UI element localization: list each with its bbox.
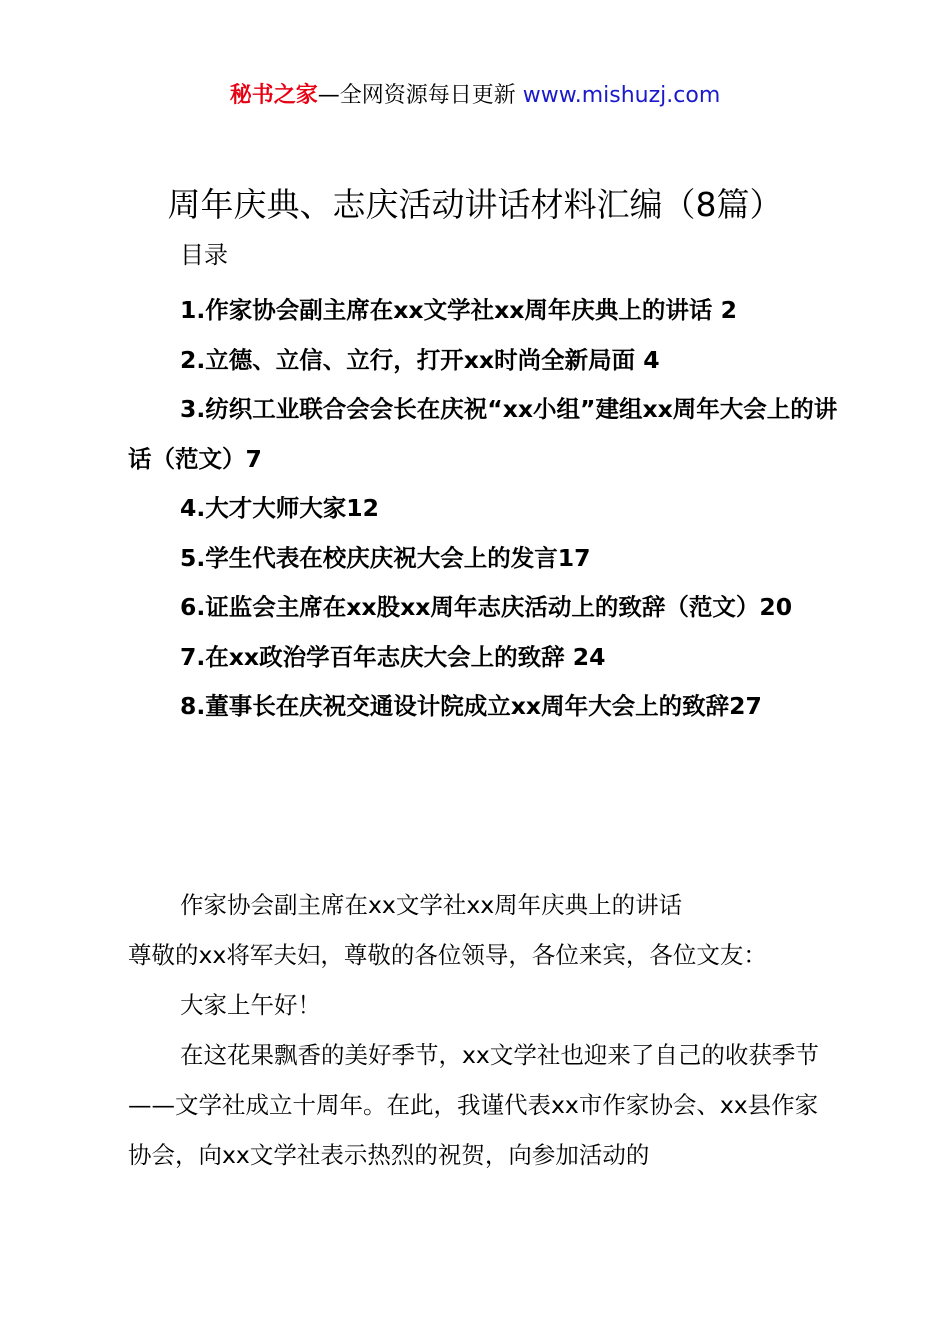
document-title: 周年庆典、志庆活动讲话材料汇编（8篇）	[167, 185, 783, 224]
site-url-link[interactable]: www.mishuzj.com	[522, 83, 721, 108]
salutation: 尊敬的xx将军夫妇，尊敬的各位领导，各位来宾，各位文友：	[128, 941, 767, 969]
toc-item[interactable]: 5.学生代表在校庆庆祝大会上的发言17	[180, 543, 591, 572]
site-tagline: —全网资源每日更新	[317, 83, 516, 108]
body-paragraph: 在这花果飘香的美好季节，xx文学社也迎来了自己的收获季节——文学社成立十周年。在此，我谨代表xx市作家协会、xx县作家协会，向xx文学社表示热烈的祝贺，向参加活动的	[128, 1041, 819, 1169]
toc-item[interactable]: 4.大才大师大家12	[180, 494, 379, 522]
toc-item[interactable]: 8.董事长在庆祝交通设计院成立xx周年大会上的致辞27	[180, 692, 762, 720]
toc-item[interactable]: 7.在xx政治学百年志庆大会上的致辞 24	[180, 642, 606, 671]
site-brand: 秘书之家	[229, 83, 318, 108]
toc-item[interactable]: 2.立德、立信、立行，打开xx时尚全新局面 4	[180, 345, 660, 374]
toc-item[interactable]: 6.证监会主席在xx股xx周年志庆活动上的致辞（范文）20	[180, 593, 793, 621]
document-body	[128, 880, 838, 1180]
toc-item[interactable]: 3.纺织工业联合会会长在庆祝“xx小组”建组xx周年大会上的讲话（范文）7	[128, 395, 838, 473]
greeting: 大家上午好！	[180, 991, 321, 1019]
site-header	[0, 80, 950, 112]
table-of-contents	[128, 286, 838, 732]
section-title: 作家协会副主席在xx文学社xx周年庆典上的讲话	[180, 891, 683, 919]
toc-heading: 目录	[180, 241, 228, 269]
toc-item[interactable]: 1.作家协会副主席在xx文学社xx周年庆典上的讲话 2	[180, 296, 737, 324]
